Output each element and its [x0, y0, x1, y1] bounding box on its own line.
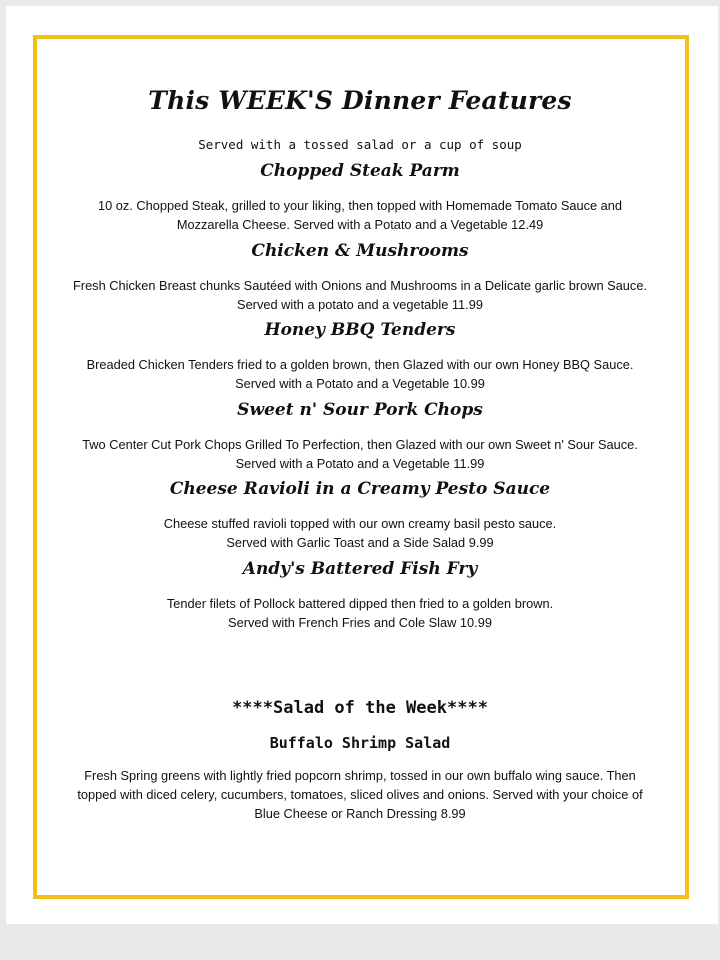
dish-description [60, 196, 660, 234]
dish-description-line: Mozzarella Cheese. Served with a Potato and a Vegetable 12.49 [176, 217, 544, 232]
menu-subtitle: Served with a tossed salad or a cup of soup [198, 137, 522, 152]
menu-title: This WEEK'S Dinner Features [148, 86, 572, 115]
dish-description-line: Served with a Potato and a Vegetable 11.99 [235, 456, 485, 471]
dish-description [60, 355, 660, 393]
dish-description-line: Served with a Potato and a Vegetable 10.99 [235, 376, 485, 391]
dish-description-line: Tender filets of Pollock battered dipped then fried to a golden brown. [166, 596, 554, 611]
salad-description-line: Fresh Spring greens with lightly fried popcorn shrimp, tossed in our own buffalo wing sauce. Then [84, 768, 636, 783]
dish-description [60, 435, 660, 473]
dish-description-line: Breaded Chicken Tenders fried to a golden brown, then Glazed with our own Honey BBQ Sauce. [86, 357, 634, 372]
dish-description-line: Served with Garlic Toast and a Side Salad 9.99 [226, 535, 494, 550]
salad-description [60, 766, 660, 823]
salad-description-line: topped with diced celery, cucumbers, tomatoes, sliced olives and onions. Served with your choice of [77, 787, 643, 802]
dish-name: Cheese Ravioli in a Creamy Pesto Sauce [169, 479, 551, 499]
dish-name: Sweet n' Sour Pork Chops [237, 400, 483, 420]
dish-name: Chopped Steak Parm [260, 161, 460, 181]
dish-description-line: 10 oz. Chopped Steak, grilled to your liking, then topped with Homemade Tomato Sauce and [97, 198, 623, 213]
dish-description-line: Two Center Cut Pork Chops Grilled To Perfection, then Glazed with our own Sweet n' Sour Sauce. [82, 437, 638, 452]
dish-description-line: Served with French Fries and Cole Slaw 10.99 [228, 615, 492, 630]
dish-description [60, 276, 660, 314]
dish-name: Honey BBQ Tenders [264, 320, 456, 340]
dish-description [60, 514, 660, 552]
dish-name: Andy's Battered Fish Fry [242, 559, 478, 579]
dish-description-line: Fresh Chicken Breast chunks Sautéed with Onions and Mushrooms in a Delicate garlic brown Sauce. [72, 278, 647, 293]
dish-description [60, 594, 660, 632]
dish-description-line: Cheese stuffed ravioli topped with our own creamy basil pesto sauce. [163, 516, 557, 531]
salad-of-the-week-heading: ****Salad of the Week**** [232, 698, 488, 718]
dish-name: Chicken & Mushrooms [251, 241, 469, 261]
dish-description-line: Served with a potato and a vegetable 11.99 [237, 297, 483, 312]
salad-name: Buffalo Shrimp Salad [269, 734, 451, 752]
salad-description-line: Blue Cheese or Ranch Dressing 8.99 [254, 806, 466, 821]
